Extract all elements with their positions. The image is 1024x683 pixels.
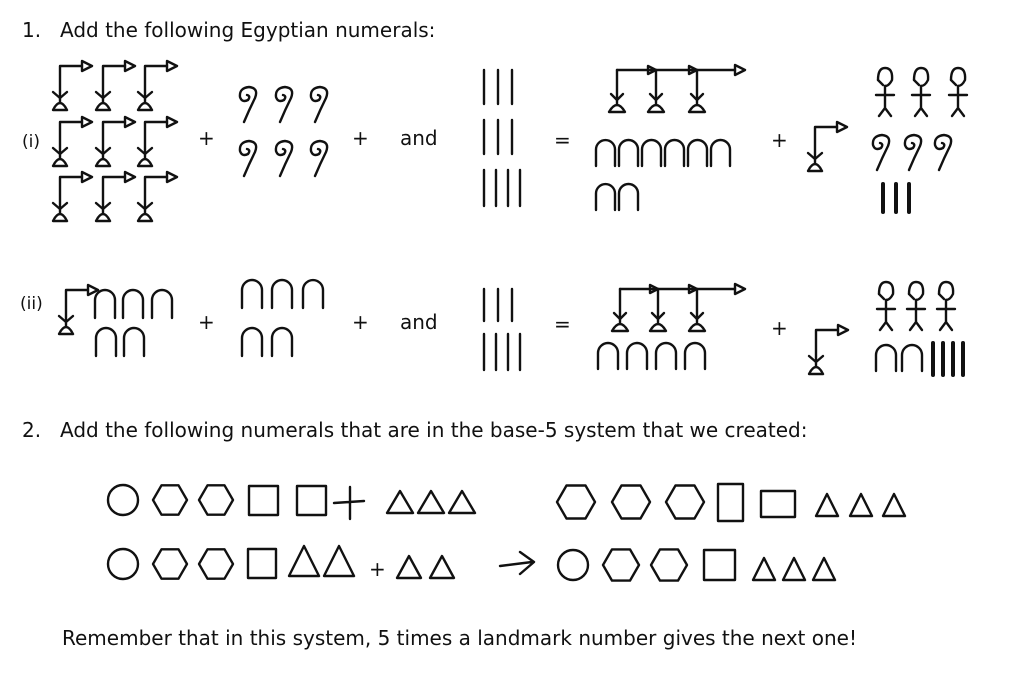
coil-100-icon bbox=[240, 87, 256, 122]
hexagon-icon bbox=[651, 549, 687, 580]
square-icon bbox=[249, 486, 278, 515]
hexagon-icon bbox=[612, 486, 650, 519]
coil-100-icon bbox=[873, 135, 889, 170]
part-ii-plus-2: + bbox=[352, 310, 369, 334]
arrow-right-icon bbox=[500, 552, 534, 574]
q2-row2-plus: + bbox=[369, 557, 386, 581]
triangle-icon bbox=[449, 491, 475, 513]
part-i-plus-1: + bbox=[198, 126, 215, 150]
lotus-1000-icon bbox=[96, 117, 135, 166]
arch-10-icon bbox=[242, 328, 262, 356]
part-i-label: (i) bbox=[22, 132, 40, 152]
square-icon bbox=[718, 484, 743, 521]
coil-100-icon bbox=[935, 135, 951, 170]
coil-100-icon bbox=[276, 87, 292, 122]
arch-10-icon bbox=[619, 184, 638, 210]
triangle-icon bbox=[753, 558, 775, 580]
q2-number: 2. bbox=[22, 418, 42, 442]
lotus-answer-i-icon bbox=[609, 65, 745, 112]
triangle-icon bbox=[387, 491, 413, 513]
part-ii-equals: = bbox=[554, 312, 571, 336]
circle-icon bbox=[108, 485, 138, 515]
hexagon-icon bbox=[153, 549, 187, 578]
figure-icon bbox=[877, 282, 895, 330]
lotus-1000-answer-i-icon bbox=[808, 122, 847, 171]
arch-10-icon bbox=[95, 290, 115, 318]
hexagon-icon bbox=[666, 486, 704, 519]
triangle-icon bbox=[430, 556, 454, 578]
part-ii-plus-3: + bbox=[771, 316, 788, 340]
arch-10-icon bbox=[152, 290, 172, 318]
triangle-icon bbox=[813, 558, 835, 580]
square-icon bbox=[704, 550, 735, 580]
lotus-1000-icon bbox=[138, 61, 177, 110]
square-icon bbox=[761, 491, 795, 517]
hexagon-icon bbox=[199, 485, 233, 514]
triangle-icon bbox=[289, 546, 319, 576]
arch-10-icon bbox=[627, 343, 647, 369]
arch-10-icon bbox=[642, 140, 661, 166]
part-ii-label: (ii) bbox=[20, 294, 43, 314]
coil-100-icon bbox=[311, 141, 327, 176]
part-i-plus-2: + bbox=[352, 126, 369, 150]
lotus-1000-icon bbox=[138, 117, 177, 166]
figure-icon bbox=[949, 68, 967, 116]
square-icon bbox=[297, 486, 326, 515]
hexagon-icon bbox=[153, 485, 187, 514]
lotus-1000-icon bbox=[53, 117, 92, 166]
arch-10-icon bbox=[124, 328, 144, 356]
q1-prompt: Add the following Egyptian numerals: bbox=[60, 18, 436, 42]
lotus-1000-icon bbox=[53, 172, 92, 221]
arch-10-icon bbox=[123, 290, 143, 318]
part-i-and: and bbox=[400, 126, 438, 150]
triangle-icon bbox=[883, 494, 905, 516]
arch-10-icon bbox=[242, 280, 262, 308]
arch-10-icon bbox=[272, 328, 292, 356]
q2-note: Remember that in this system, 5 times a landmark number gives the next one! bbox=[62, 626, 857, 650]
lotus-1000-icon bbox=[96, 172, 135, 221]
arch-10-icon bbox=[619, 140, 638, 166]
coil-100-icon bbox=[276, 141, 292, 176]
lotus-1000-icon bbox=[53, 61, 92, 110]
arch-10-icon bbox=[902, 345, 922, 371]
arch-10-icon bbox=[688, 140, 707, 166]
hexagon-icon bbox=[603, 549, 639, 580]
hand-plus-icon bbox=[334, 487, 364, 519]
coil-100-icon bbox=[311, 87, 327, 122]
coil-100-icon bbox=[905, 135, 921, 170]
figure-icon bbox=[907, 282, 925, 330]
figure-icon bbox=[912, 68, 930, 116]
lotus-1000-ii-icon bbox=[59, 285, 98, 334]
q1-number: 1. bbox=[22, 18, 42, 42]
triangle-icon bbox=[850, 494, 872, 516]
figure-icon bbox=[937, 282, 955, 330]
circle-icon bbox=[108, 549, 138, 579]
coil-100-icon bbox=[240, 141, 256, 176]
arch-10-icon bbox=[96, 328, 116, 356]
arch-10-icon bbox=[303, 280, 323, 308]
arch-10-icon bbox=[665, 140, 684, 166]
arch-10-icon bbox=[596, 140, 615, 166]
hexagon-icon bbox=[199, 549, 233, 578]
triangle-icon bbox=[816, 494, 838, 516]
triangle-icon bbox=[324, 546, 354, 576]
lotus-answer-ii-icon bbox=[612, 284, 745, 331]
arch-10-icon bbox=[656, 343, 676, 369]
arch-10-icon bbox=[876, 345, 896, 371]
part-ii-and: and bbox=[400, 310, 438, 334]
arch-10-icon bbox=[596, 184, 615, 210]
q2-prompt: Add the following numerals that are in the base-5 system that we created: bbox=[60, 418, 808, 442]
part-ii-plus-1: + bbox=[198, 310, 215, 334]
arch-10-icon bbox=[685, 343, 705, 369]
part-i-plus-3: + bbox=[771, 128, 788, 152]
lotus-1000-icon bbox=[96, 61, 135, 110]
triangle-icon bbox=[783, 558, 805, 580]
lotus-1000-answer-ii-icon bbox=[809, 325, 848, 374]
circle-icon bbox=[558, 550, 588, 580]
triangle-icon bbox=[418, 491, 444, 513]
part-i-equals: = bbox=[554, 128, 571, 152]
triangle-icon bbox=[397, 556, 421, 578]
arch-10-icon bbox=[711, 140, 730, 166]
arch-10-icon bbox=[272, 280, 292, 308]
arch-10-icon bbox=[598, 343, 618, 369]
square-icon bbox=[248, 549, 276, 578]
hexagon-icon bbox=[557, 486, 595, 519]
lotus-1000-icon bbox=[138, 172, 177, 221]
figure-icon bbox=[876, 68, 894, 116]
